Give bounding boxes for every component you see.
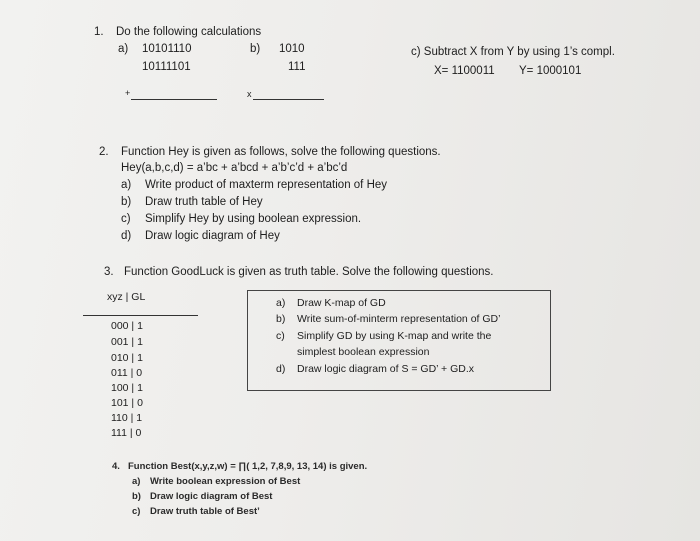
truth-table-row: 110 | 1 — [111, 412, 143, 424]
q2-item-c: Simplify Hey by using boolean expression. — [145, 213, 362, 225]
q1-b-bottom: 111 — [288, 61, 306, 73]
q4-title: Function Best(x,y,z,w) = ∏( 1,2, 7,8,9, 13, 14) is given. — [128, 461, 368, 472]
q3-item-a-label: a) — [276, 297, 286, 309]
q4-item-c: Draw truth table of Best’ — [150, 506, 260, 517]
q2-item-a-label: a) — [121, 179, 132, 191]
q3-title: Function GoodLuck is given as truth table. Solve the following questions. — [124, 266, 494, 278]
q2-number: 2. — [99, 146, 109, 158]
q3-item-c: Simplify GD by using K-map and write the — [297, 330, 492, 342]
q2-item-b: Draw truth table of Hey — [145, 196, 263, 208]
truth-table-row: 001 | 1 — [111, 336, 143, 348]
q3-item-d-label: d) — [276, 363, 286, 375]
truth-table-row: 101 | 0 — [111, 397, 143, 409]
q4-item-b-label: b) — [132, 491, 141, 502]
truth-table-row: 011 | 0 — [111, 367, 143, 379]
q2-expression: Hey(a,b,c,d) = a’bc + a’bcd + a’b’c’d + a’bc’d — [121, 162, 348, 174]
q3-item-b: Write sum-of-minterm representation of GD’ — [297, 313, 501, 325]
q1-a-answer-line — [131, 99, 217, 100]
q2-item-a: Write product of maxterm representation of Hey — [145, 179, 388, 191]
q1-c-x: X= 1100011 — [434, 65, 495, 77]
q1-c-y: Y= 1000101 — [519, 65, 582, 77]
q3-item-d: Draw logic diagram of S = GD’ + GD.x — [297, 363, 475, 375]
truth-table-row: 111 | 0 — [111, 427, 142, 439]
q2-title: Function Hey is given as follows, solve the following questions. — [121, 146, 441, 158]
q2-item-d-label: d) — [121, 230, 132, 242]
q2-item-d: Draw logic diagram of Hey — [145, 230, 280, 242]
q4-item-a: Write boolean expression of Best — [150, 476, 301, 487]
q1-a-top: 10101110 — [142, 43, 192, 55]
q4-item-b: Draw logic diagram of Best — [150, 491, 273, 502]
truth-table-header: xyz | GL — [107, 291, 146, 303]
q1-title: Do the following calculations — [116, 26, 262, 38]
q3-item-b-label: b) — [276, 313, 286, 325]
q1-b-label: b) — [250, 43, 261, 55]
q4-item-a-label: a) — [132, 476, 141, 487]
q1-b-answer-line — [253, 99, 324, 100]
q1-b-top: 1010 — [279, 43, 305, 55]
q4-item-c-label: c) — [132, 506, 141, 517]
q2-item-c-label: c) — [121, 213, 131, 225]
q1-a-bottom: 10111101 — [142, 61, 191, 73]
truth-table-row: 000 | 1 — [111, 320, 143, 332]
q1-b-operator: x — [247, 89, 252, 99]
q4-number: 4. — [112, 461, 120, 472]
q3-item-c-label: c) — [276, 330, 285, 342]
q3-number: 3. — [104, 266, 114, 278]
q1-c-text: c) Subtract X from Y by using 1’s compl. — [411, 46, 615, 58]
q1-a-label: a) — [118, 43, 129, 55]
q1-number: 1. — [94, 26, 104, 38]
q1-a-operator: + — [125, 88, 131, 98]
truth-table-header-rule — [83, 315, 198, 316]
truth-table-row: 100 | 1 — [111, 382, 143, 394]
q3-item-c-continued: simplest boolean expression — [297, 346, 430, 358]
truth-table-row: 010 | 1 — [111, 352, 143, 364]
q3-item-a: Draw K-map of GD — [297, 297, 386, 309]
q2-item-b-label: b) — [121, 196, 132, 208]
